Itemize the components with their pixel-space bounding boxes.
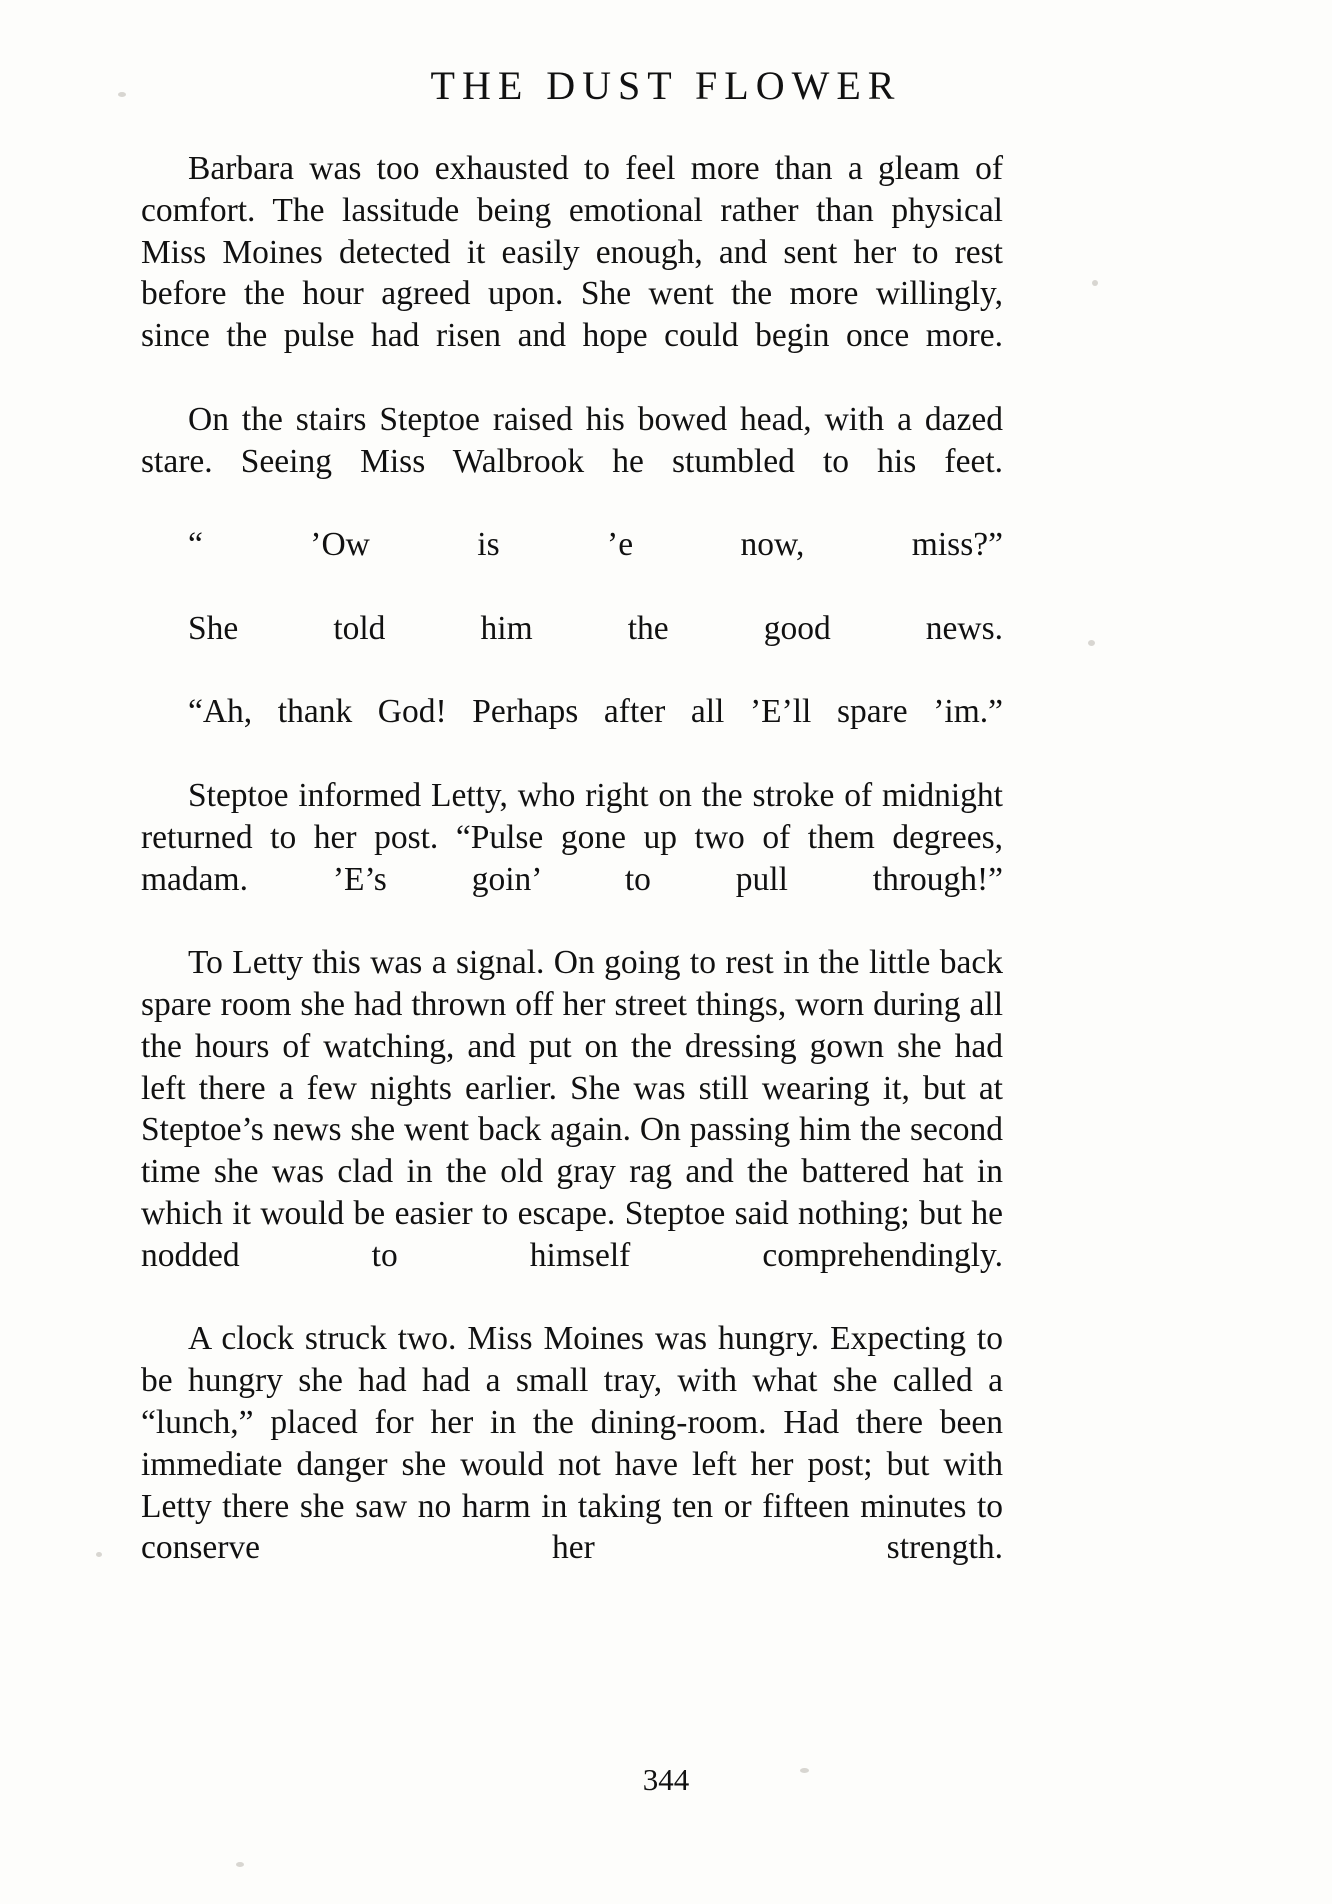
running-head: THE DUST FLOWER [430,63,902,108]
paragraph: She told him the good news. [188,609,1003,647]
scan-speck-icon [1092,280,1098,286]
paragraph: “ ’Ow is ’e now, miss?” [188,526,1003,564]
paragraph: Barbara was too exhausted to feel more than a gleam of comfort. The lassitude being emotional rather than physical Miss Moines detected it easily enough, and sent her to rest before the hour agreed upon. She went the more willingly, since the pulse had risen and hope could begin once more. [141,150,1003,355]
page-body [141,148,1003,1611]
paragraph: On the stairs Steptoe raised his bowed head, with a dazed stare. Seeing Miss Walbrook he stumbled to his feet. [141,400,1003,480]
paragraph: Steptoe informed Letty, who right on the stroke of midnight returned to her post. “Pulse gone up two of them degrees, madam. ’E’s goin’ to pull through!” [141,776,1003,898]
page-number: 344 [642,1762,690,1797]
scan-speck-icon [118,92,126,97]
scan-speck-icon [800,1768,809,1773]
paragraph: “Ah, thank God! Perhaps after all ’E’ll spare ’im.” [188,693,1003,731]
paragraph: A clock struck two. Miss Moines was hungry. Expecting to be hungry she had had a small tray, with what she called a “lunch,” placed for her in the dining-room. Had there been immediate danger she would not have left her post; but with Letty there she saw no harm in taking ten or fifteen minutes to conserve her strength. [141,1320,1003,1567]
scan-speck-icon [96,1552,102,1557]
paragraph: To Letty this was a signal. On going to rest in the little back spare room she had thrown off her street things, worn during all the hours of watching, and put on the dressing gown she had left there a few nights earlier. She was still wearing it, but at Steptoe’s news she went back again. On passing him the second time she was clad in the old gray rag and the battered hat in which it would be easier to escape. Steptoe said nothing; but he nodded to himself comprehendingly. [141,944,1003,1274]
scan-speck-icon [236,1862,244,1867]
scan-speck-icon [1088,640,1095,646]
